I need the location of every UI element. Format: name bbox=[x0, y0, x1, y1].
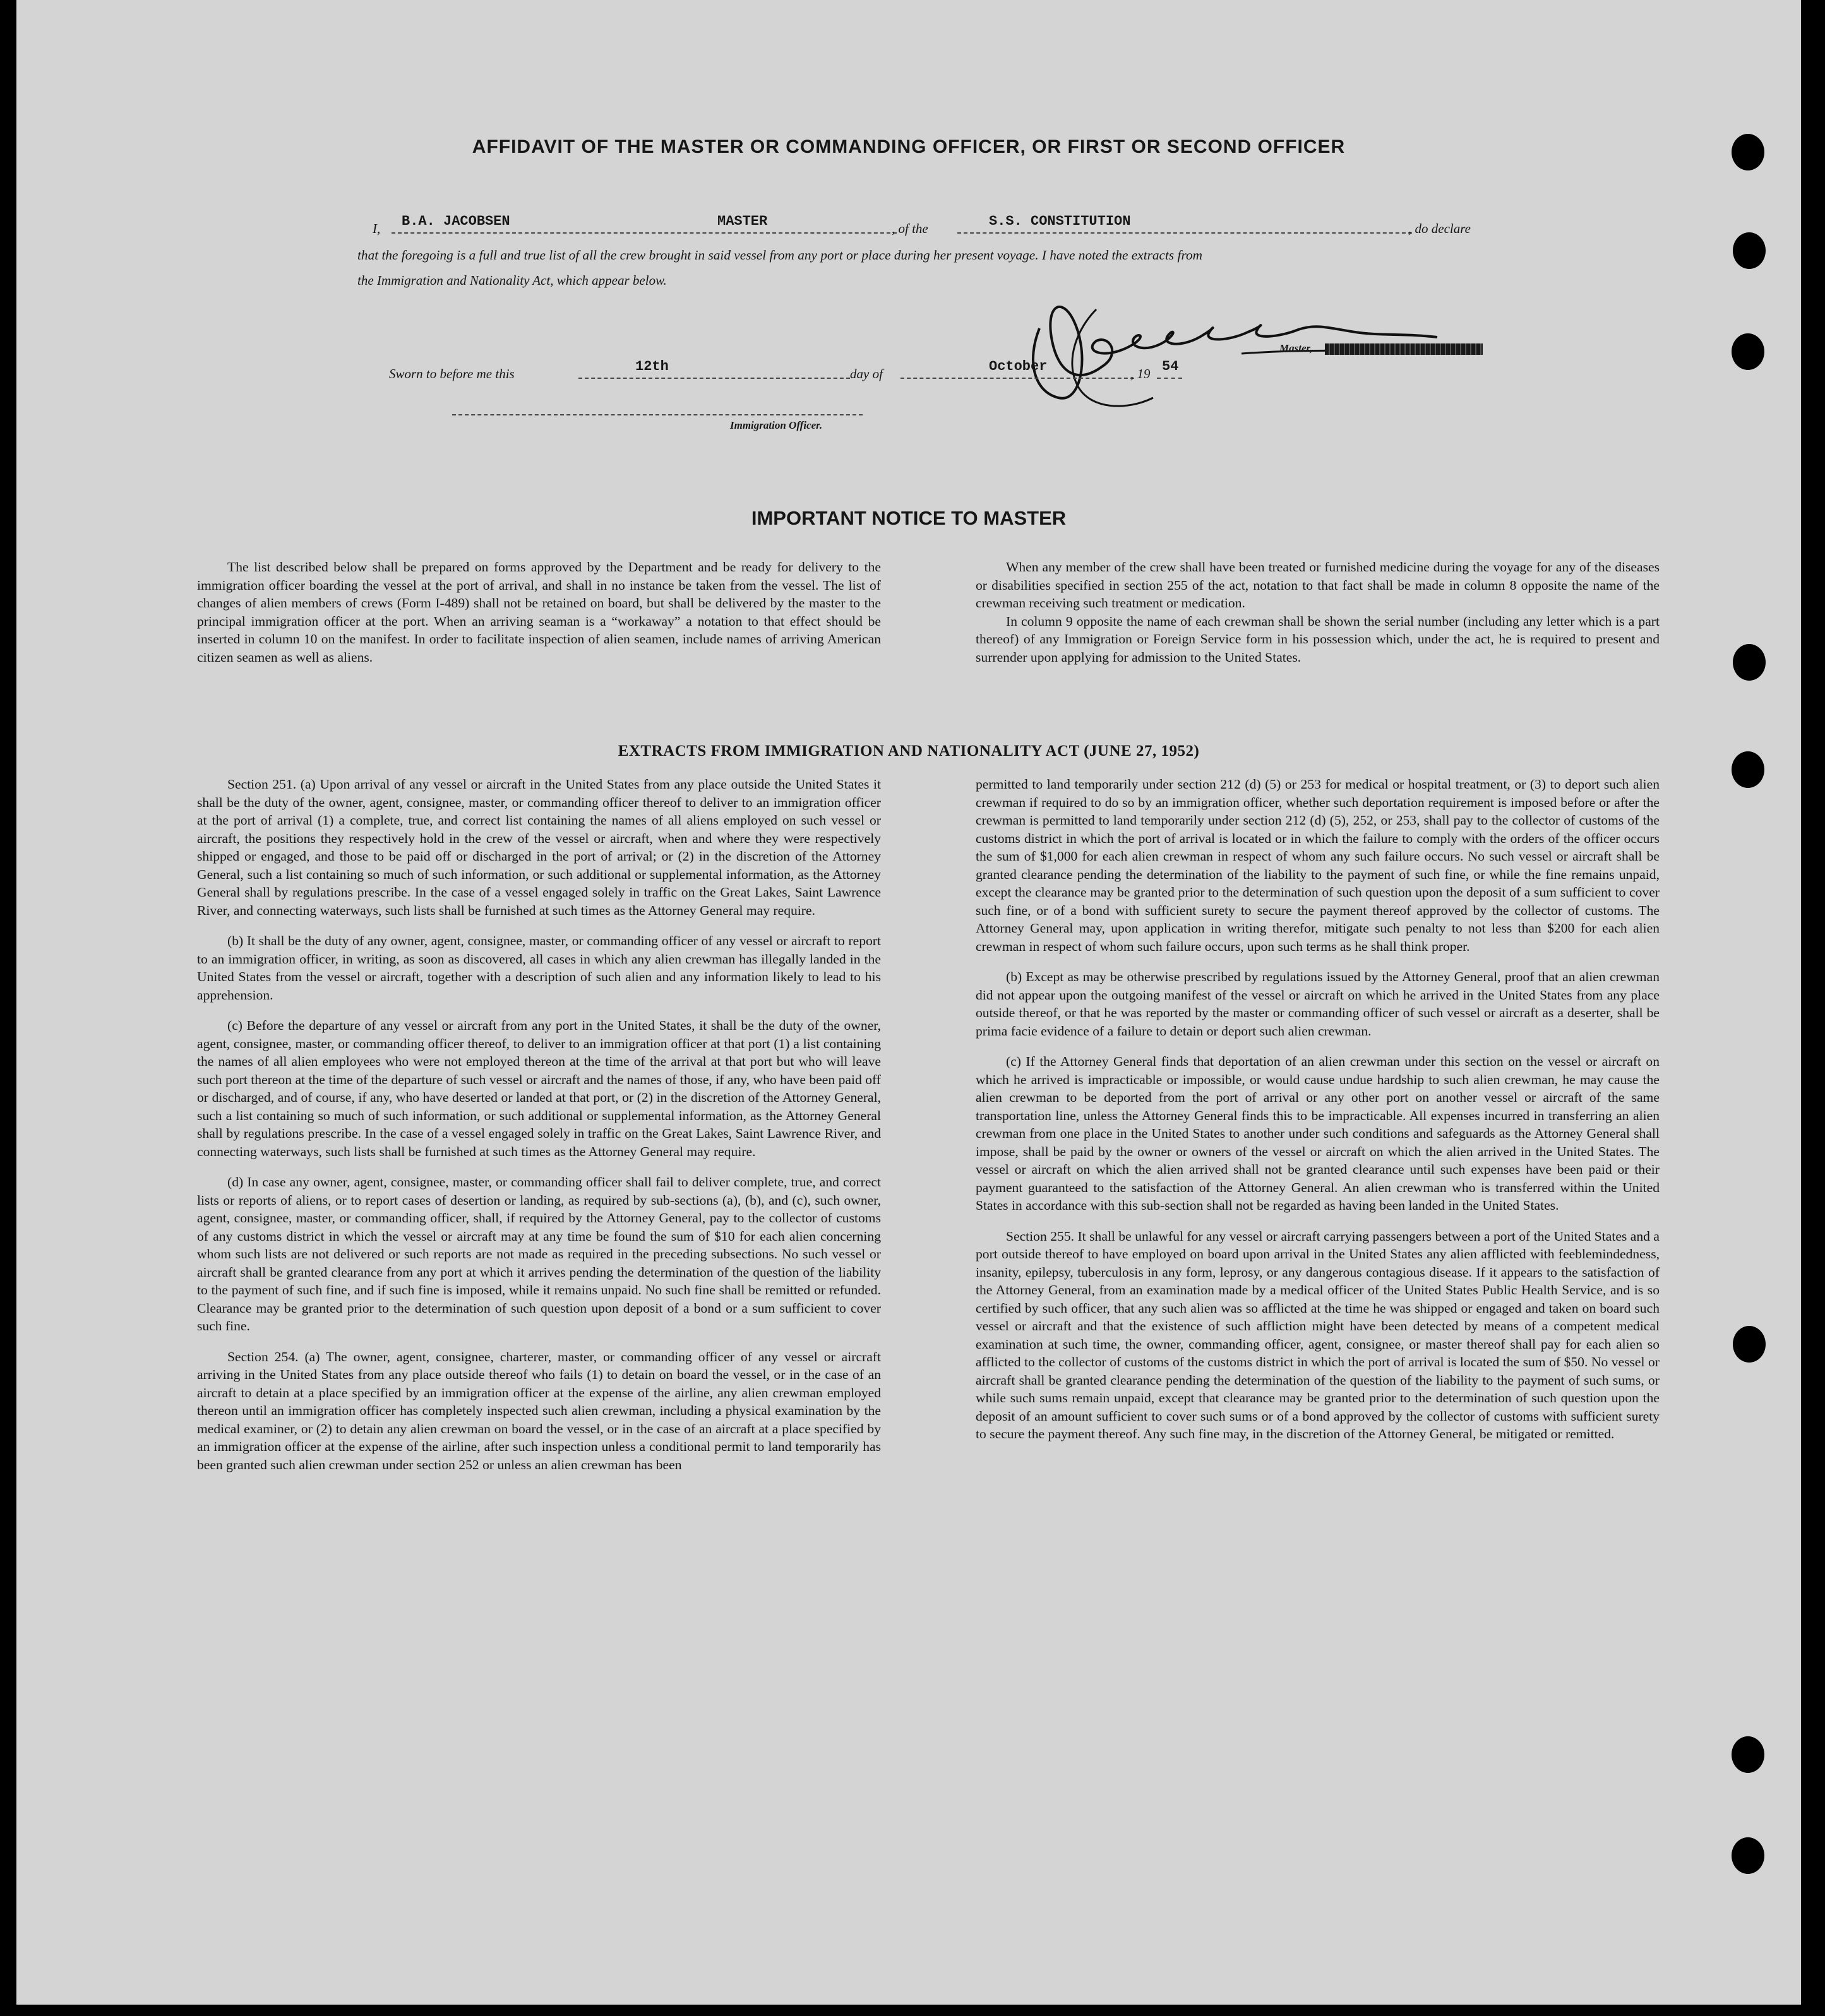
section-254-a-cont: permitted to land temporarily under section 212 (d) (5) or 253 for medical or hospital treatment, or (3) to deport such alien crewman if required to do so by an immigration officer, whether such deportation requirement is imposed before or after the crewman is permitted to land temporarily under section 212 (d) (5), 252, or 253, shall pay to the collector of customs of the customs district in which the port of arrival is located or in which the failure to comply with the orders of the officer occurs the sum of $1,000 for each alien crewman in respect of whom any such failure occurs. No such vessel or aircraft shall be granted clearance pending the determination of the liability to the payment of such fine, or while the fine remains unpaid, except the clearance may be granted prior to the determination of such question upon the deposit of a sum sufficient to cover such fine, or of a bond with sufficient surety to secure the payment thereof approved by the collector of customs. The Attorney General may, upon application in writing therefor, mitigate such penalty to not less than $200 for each alien crewman in respect of whom such failure occurs, upon such terms as he shall think proper. bbox=[976, 777, 1660, 954]
affidavit-prefix: I, bbox=[373, 221, 381, 236]
section-255: Section 255. It shall be unlawful for any vessel or aircraft carrying passengers between a port of the United States and a port outside thereof to have employed on board upon arrival in the United States any alien afflicted with feeblemindedness, insanity, epilepsy, tuberculosis in any form, leprosy, or any dangerous contagious disease. If it appears to the satisfaction of the Attorney General, from an examination made by a medical officer of the United States Public Health Service, and is so certified by such officer, that any such alien was so afflicted at the time he was shipped or engaged and taken on board such vessel or aircraft and that the existence of such affliction might have been detected by means of a competent medical examination at such time, the owner, commanding officer, agent, consignee, or master thereof shall pay for each alien so afflicted to the collector of customs of the customs district in which the port of arrival is located the sum of $50. No vessel or aircraft shall be granted clearance pending the determination of the question of the liability to the payment of such sums, or while such sums remain unpaid, except that clearance may be granted prior to the determination of such question upon the deposit of an amount sufficient to cover such sums or of a bond approved by the collector of customs with sufficient surety to secure the payment thereof. Any such fine may, in the discretion of the Attorney General, be mitigated or remitted. bbox=[976, 1228, 1660, 1441]
vessel-name: S.S. CONSTITUTION bbox=[989, 213, 1131, 229]
affidavit-title: AFFIDAVIT OF THE MASTER OR COMMANDING OFFICER, OR FIRST OR SECOND OFFICER bbox=[472, 136, 1346, 157]
section-254-b: (b) Except as may be otherwise prescribed by regulations issued by the Attorney General, proof that an alien crewman did not appear upon the outgoing manifest of the vessel or aircraft on which he arrived in the United States from any place outside thereof, or that he was reported by the master or commanding officer of such vessel or aircraft as a deserter, shall be prima facie evidence of a failure to detain or deport such alien crewman. bbox=[976, 969, 1660, 1039]
section-251-b: (b) It shall be the duty of any owner, agent, consignee, master, or commanding officer of any vessel or aircraft to report to an immigration officer, in writing, as soon as discovered, all cases in which any alien crewman has illegally landed in the United States from the vessel or aircraft, together with a description of such alien and any information likely to lead to his apprehension. bbox=[197, 933, 881, 1003]
notice-left-paragraph: The list described below shall be prepared on forms approved by the Department and be ready for delivery to the immigration officer boarding the vessel at the port of arrival, and shall in no instance be taken from the vessel. The list of changes of alien members of crews (Form I-489) shall not be retained on board, but shall be delivered by the master to the principal immigration officer at the port. When an arriving seaman is a “workaway” a notation to that effect should be inserted in column 10 on the manifest. In order to facilitate inspection of alien seamen, include names of arriving American citizen seamen as well as aliens. bbox=[197, 559, 881, 665]
immigration-officer-label: Immigration Officer. bbox=[730, 419, 823, 431]
declaration-line-1: that the foregoing is a full and true list of all the crew brought in said vessel from any port or place during her present voyage. I have noted the extracts from bbox=[357, 248, 1202, 263]
declaration-line-2: the Immigration and Nationality Act, which appear below. bbox=[357, 273, 667, 288]
section-251-c: (c) Before the departure of any vessel or aircraft from any port in the United States, it shall be the duty of the owner, agent, consignee, master, or commanding officer thereof, to deliver to an immigration officer at that port (1) a list containing the names of all alien employees who were not employed thereon at the time of the arrival at that port but who will leave such port thereon at the time of the departure of such vessel or aircraft and the names of those, if any, who have been paid off or discharged, and of course, if any, who have deserted or landed at that port, or (2) in the discretion of the Attorney General, such a list containing so much of such information, or such additional or supplemental information, as the Attorney General shall by regulations prescribe. In the case of a vessel engaged solely in traffic on the Great Lakes, Saint Lawrence River, and connecting waterways, such lists shall be furnished at such times as the Attorney General may require. bbox=[197, 1018, 881, 1159]
binder-hole bbox=[1732, 333, 1764, 370]
sworn-prefix: Sworn to before me this bbox=[389, 366, 515, 381]
of-the-label: , of the bbox=[892, 221, 928, 236]
section-254-c: (c) If the Attorney General finds that deportation of an alien crewman under this section on the vessel or aircraft on which he arrived is impracticable or impossible, or would cause undue hardship to such alien crewman, he may cause the alien crewman to be deported from the port of arrival or any other port on another vessel or aircraft of the same transportation line, unless the Attorney General finds this to be impracticable. All expenses incurred in transferring an alien crewman from one place in the United States to another under such conditions and safeguards as the Attorney General shall impose, shall be paid by the owner or owners of the vessel or aircraft on which the alien arrived in the United States. The vessel or aircraft on which the alien arrived shall not be granted clearance until such expenses have been paid or their payment guaranteed to the satisfaction of the Attorney General. An alien crewman who is transferred within the United States in accordance with this sub-section shall not be regarded as having been landed in the United States. bbox=[976, 1054, 1660, 1213]
month-underline bbox=[901, 378, 1134, 379]
extracts-title: EXTRACTS FROM IMMIGRATION AND NATIONALITY ACT (JUNE 27, 1952) bbox=[618, 743, 1200, 760]
day-underline bbox=[578, 378, 850, 379]
master-name: B.A. JACOBSEN bbox=[402, 213, 510, 229]
notice-title: IMPORTANT NOTICE TO MASTER bbox=[751, 507, 1067, 529]
notice-left-column bbox=[197, 558, 881, 666]
sworn-day: 12th bbox=[635, 359, 669, 374]
section-254-a: Section 254. (a) The owner, agent, consignee, charterer, master, or commanding officer of any vessel or aircraft arriving in the United States from any place outside thereof who fails (1) to detain on board the vessel, or in the case of an aircraft to detain at a place specified by an immigration officer at the expense of the airline, any alien crewman employed thereon until an immigration officer has completely inspected such alien crewman, including a physical examination by the medical examiner, or (2) to detain any alien crewman on board the vessel, or in the case of an aircraft at a place specified by an immigration officer at the expense of the airline, after such inspection unless a conditional permit to land temporarily has been granted such alien crewman under section 252 or unless an alien crewman has been bbox=[197, 1349, 881, 1472]
officer-signature-line bbox=[452, 414, 863, 415]
do-declare-label: , do declare bbox=[1408, 221, 1471, 236]
master-title-label: Master, bbox=[1279, 342, 1313, 354]
sworn-month: October bbox=[989, 359, 1048, 374]
binder-hole bbox=[1733, 644, 1766, 681]
extracts-left-column bbox=[197, 775, 881, 1474]
binder-hole bbox=[1733, 232, 1766, 269]
document-page bbox=[16, 0, 1801, 2005]
binder-hole bbox=[1733, 1326, 1766, 1363]
binder-hole bbox=[1732, 1736, 1764, 1773]
binder-hole bbox=[1732, 1837, 1764, 1874]
struck-out-text bbox=[1325, 343, 1483, 355]
name-underline bbox=[392, 232, 897, 234]
sworn-year: 54 bbox=[1162, 359, 1179, 374]
notice-right-paragraph-1: When any member of the crew shall have been treated or furnished medicine during the voyage for any of the diseases or disabilities specified in section 255 of the act, notation to that fact shall be made in column 8 opposite the name of the crewman receiving such treatment or medication. bbox=[976, 559, 1660, 611]
master-rank: MASTER bbox=[717, 213, 768, 229]
section-251-a: Section 251. (a) Upon arrival of any vessel or aircraft in the United States from any place outside the United States it shall be the duty of the owner, agent, consignee, master, or commanding officer thereof to deliver to an immigration officer at the port of arrival (1) a complete, true, and correct list containing the names of all aliens employed on such vessel or aircraft, the positions they respectively hold in the crew of the vessel or aircraft, when and where they were respectively shipped or engaged, and those to be paid off or discharged in the port of arrival; or (2) in the discretion of the Attorney General, such a list containing so much of such information, or such additional or supplemental information, as the Attorney General shall by regulations prescribe. In the case of a vessel engaged solely in traffic on the Great Lakes, Saint Lawrence River, and connecting waterways, such lists shall be furnished at such times as the Attorney General may require. bbox=[197, 777, 881, 918]
year-prefix: , 19 bbox=[1130, 366, 1151, 381]
notice-right-column bbox=[976, 558, 1660, 666]
year-underline bbox=[1157, 378, 1182, 379]
day-of-label: day of bbox=[850, 366, 883, 381]
extracts-right-column bbox=[976, 775, 1660, 1443]
notice-right-paragraph-2: In column 9 opposite the name of each crewman shall be shown the serial number (including any letter which is a part thereof) of any Immigration or Foreign Service form in his possession which, under the act, he is required to present and surrender upon applying for admission to the United States. bbox=[976, 613, 1660, 665]
vessel-underline bbox=[957, 232, 1412, 234]
section-251-d: (d) In case any owner, agent, consignee, master, or commanding officer shall fail to deliver complete, true, and correct lists or reports of aliens, or to report cases of desertion or landing, as required by sub-sections (a), (b), and (c), such owner, agent, consignee, master, or commanding officer, shall, if required by the Attorney General, pay to the collector of customs of any customs district in which the vessel or aircraft may at any time be found the sum of $10 for each alien concerning whom such lists are not delivered or such reports are not made as required in the preceding subsections. No such vessel or aircraft shall be granted clearance from any port at which it arrives pending the determination of the question of the liability to the payment of such fine, and if such fine is imposed, while it remains unpaid. No such fine shall be remitted or refunded. Clearance may be granted prior to the determination of such question upon deposit of a bond or a sum sufficient to cover such fine. bbox=[197, 1174, 881, 1333]
